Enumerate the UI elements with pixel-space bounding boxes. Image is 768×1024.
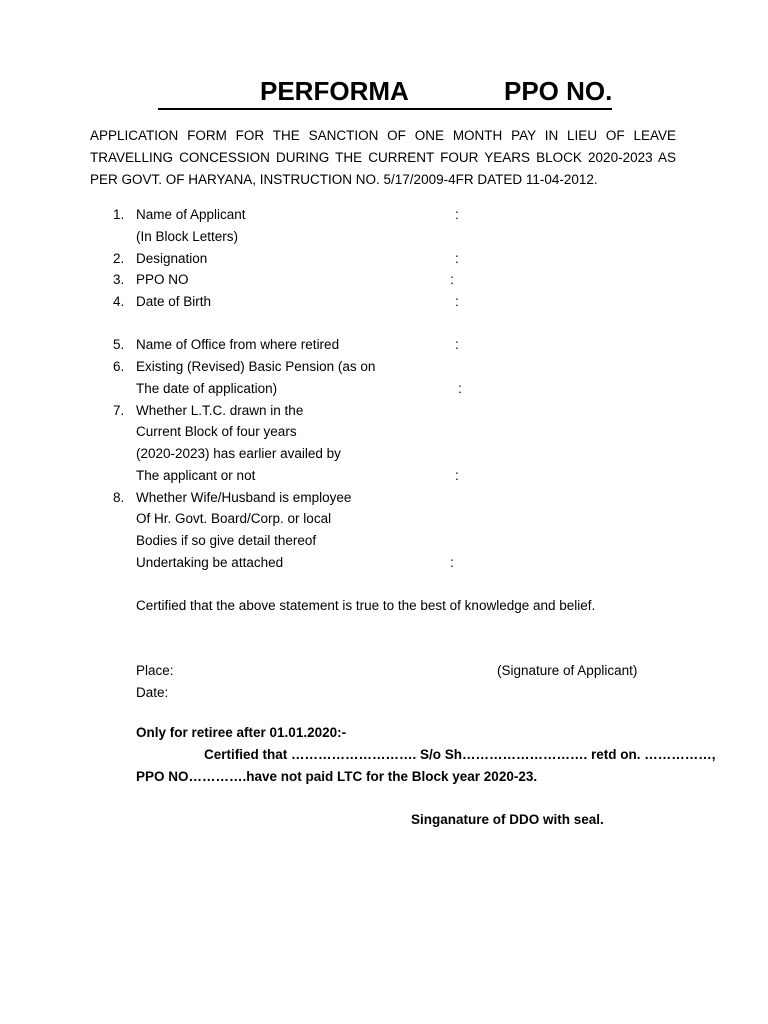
item-colon: : [455, 468, 459, 483]
item-label: Designation [136, 251, 208, 266]
item-number: 5. [113, 337, 125, 352]
item-label: Name of Office from where retired [136, 337, 340, 352]
item-label: Bodies if so give detail thereof [136, 533, 317, 548]
item-colon: : [450, 272, 454, 287]
item-label: Current Block of four years [136, 424, 297, 439]
item-label: (2020-2023) has earlier availed by [136, 446, 341, 461]
item-label: PPO NO [136, 272, 189, 287]
item-label: Of Hr. Govt. Board/Corp. or local [136, 511, 332, 526]
intro-paragraph: APPLICATION FORM FOR THE SANCTION OF ONE MONTH PAY IN LIEU OF LEAVE TRAVELLING CONCESSION DURING THE CURRENT FOUR YEARS BLOCK 2020-2023 AS PER GOVT. OF HARYANA, INSTRUCTION NO. 5/17/2009-4FR DATED 11-04-2012. [90, 128, 676, 187]
performa-title: PERFORMA [260, 76, 409, 106]
ddo-signature: Singanature of DDO with seal. [411, 812, 604, 827]
item-colon: : [455, 337, 459, 352]
item-label: Name of Applicant [136, 207, 246, 222]
item-number: 6. [113, 359, 125, 374]
item-colon: : [455, 294, 459, 309]
item-colon: : [458, 381, 462, 396]
item-label: Whether L.T.C. drawn in the [136, 403, 304, 418]
retiree-heading: Only for retiree after 01.01.2020:- [136, 725, 347, 740]
ppo-no-title: PPO NO. [504, 76, 613, 106]
certification-statement: Certified that the above statement is true to the best of knowledge and belief. [136, 598, 596, 613]
item-label: The applicant or not [136, 468, 256, 483]
item-number: 1. [113, 207, 125, 222]
item-label: Whether Wife/Husband is employee [136, 490, 352, 505]
item-number: 4. [113, 294, 125, 309]
place-label: Place: [136, 663, 174, 678]
item-label: Date of Birth [136, 294, 212, 309]
item-label: Undertaking be attached [136, 555, 284, 570]
item-label: The date of application) [136, 381, 278, 396]
item-colon: : [450, 555, 454, 570]
item-colon: : [455, 251, 459, 266]
item-number: 2. [113, 251, 125, 266]
item-colon: : [455, 207, 459, 222]
retiree-ppo-line: PPO NO………….have not paid LTC for the Block year 2020-23. [136, 769, 538, 784]
item-label: Existing (Revised) Basic Pension (as on [136, 359, 376, 374]
item-number: 8. [113, 490, 125, 505]
title-underline [158, 74, 612, 110]
date-label: Date: [136, 685, 169, 700]
item-number: 3. [113, 272, 125, 287]
retiree-certified-line: Certified that ………………………. S/o Sh………………………. retd on. ……………, [204, 747, 716, 762]
signature-of-applicant: (Signature of Applicant) [497, 663, 638, 678]
item-number: 7. [113, 403, 125, 418]
item-label: (In Block Letters) [136, 229, 239, 244]
